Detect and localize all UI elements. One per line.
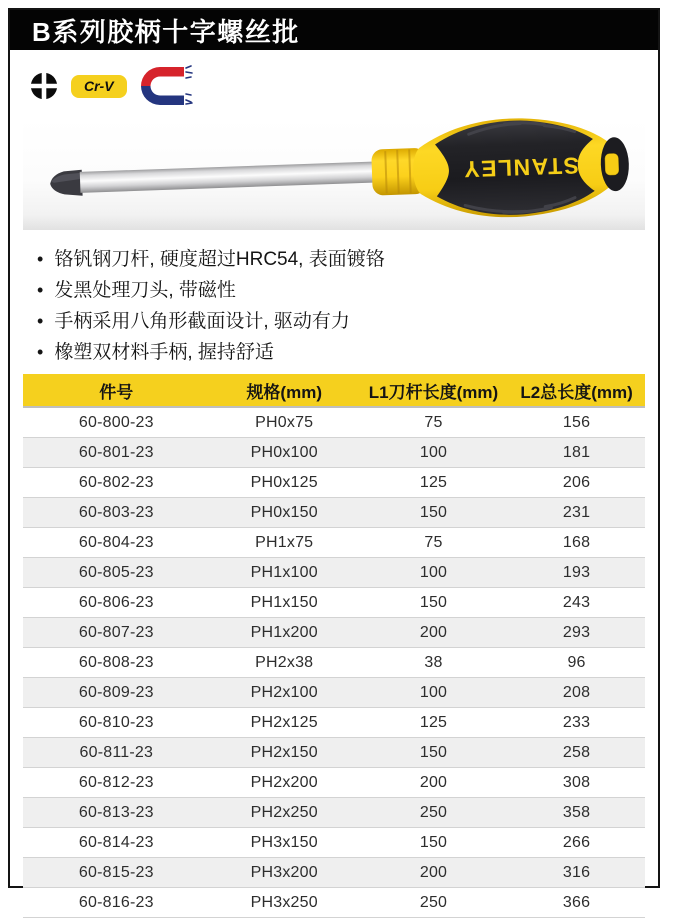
table-cell: PH2x200: [210, 768, 359, 798]
table-cell: 60-809-23: [23, 678, 210, 708]
table-cell: PH2x150: [210, 738, 359, 768]
table-cell: PH0x125: [210, 468, 359, 498]
table-cell: 100: [359, 678, 508, 708]
table-cell: 150: [359, 588, 508, 618]
table-row: [23, 438, 645, 468]
table-cell: PH0x100: [210, 438, 359, 468]
table-cell: 60-801-23: [23, 438, 210, 468]
table-row: [23, 888, 645, 918]
product-photo: [23, 118, 645, 230]
table-cell: PH2x100: [210, 678, 359, 708]
feature-list: [10, 244, 658, 368]
feature-item: [37, 244, 658, 275]
table-row: [23, 738, 645, 768]
table-row: [23, 588, 645, 618]
table-cell: PH1x75: [210, 528, 359, 558]
table-cell: PH1x200: [210, 618, 359, 648]
table-cell: 96: [508, 648, 645, 678]
spec-table-head: [23, 374, 645, 407]
table-cell: 100: [359, 558, 508, 588]
table-cell: 316: [508, 858, 645, 888]
table-cell: 206: [508, 468, 645, 498]
table-cell: 150: [359, 498, 508, 528]
table-cell: 60-806-23: [23, 588, 210, 618]
table-row: [23, 498, 645, 528]
table-cell: 125: [359, 708, 508, 738]
feature-text: 铬钒钢刀杆, 硬度超过HRC54, 表面镀铬: [54, 249, 385, 270]
table-row: [23, 528, 645, 558]
bullet-icon: •: [37, 249, 44, 269]
column-header: 规格(mm): [210, 374, 359, 407]
table-cell: 60-813-23: [23, 798, 210, 828]
table-cell: 60-804-23: [23, 528, 210, 558]
crv-badge: Cr-V: [71, 75, 127, 98]
table-cell: PH3x250: [210, 888, 359, 918]
table-cell: 38: [359, 648, 508, 678]
badge-row: [10, 50, 658, 108]
table-cell: 366: [508, 888, 645, 918]
table-cell: PH1x100: [210, 558, 359, 588]
table-cell: 266: [508, 828, 645, 858]
feature-item: [37, 306, 658, 337]
table-cell: 308: [508, 768, 645, 798]
table-cell: 156: [508, 407, 645, 438]
table-cell: PH2x38: [210, 648, 359, 678]
table-cell: 100: [359, 438, 508, 468]
table-cell: 60-815-23: [23, 858, 210, 888]
column-header: 件号: [23, 374, 210, 407]
table-cell: 231: [508, 498, 645, 528]
page-title-bar: [10, 10, 658, 50]
feature-text: 发黑处理刀头, 带磁性: [54, 280, 236, 301]
brand-text: STANLEY: [462, 152, 580, 183]
table-cell: 233: [508, 708, 645, 738]
table-cell: 75: [359, 407, 508, 438]
table-cell: PH3x200: [210, 858, 359, 888]
table-cell: 60-800-23: [23, 407, 210, 438]
table-cell: 60-812-23: [23, 768, 210, 798]
table-cell: 60-808-23: [23, 648, 210, 678]
table-cell: 75: [359, 528, 508, 558]
table-cell: PH2x250: [210, 798, 359, 828]
table-cell: PH0x75: [210, 407, 359, 438]
table-cell: 60-810-23: [23, 708, 210, 738]
table-cell: 243: [508, 588, 645, 618]
table-cell: 150: [359, 738, 508, 768]
table-cell: PH1x150: [210, 588, 359, 618]
table-row: [23, 468, 645, 498]
table-row: [23, 678, 645, 708]
hang-hole: [604, 153, 619, 175]
table-cell: 250: [359, 798, 508, 828]
table-cell: 60-805-23: [23, 558, 210, 588]
column-header: L2总长度(mm): [508, 374, 645, 407]
spec-table: [23, 374, 645, 918]
spec-table-header-row: [23, 374, 645, 407]
table-cell: 60-802-23: [23, 468, 210, 498]
table-cell: 208: [508, 678, 645, 708]
page-title: B系列胶柄十字螺丝批: [32, 16, 300, 47]
table-cell: 181: [508, 438, 645, 468]
feature-text: 橡塑双材料手柄, 握持舒适: [54, 342, 274, 363]
bullet-icon: •: [37, 280, 44, 300]
table-cell: 60-814-23: [23, 828, 210, 858]
feature-text: 手柄采用八角形截面设计, 驱动有力: [54, 311, 350, 332]
table-cell: 250: [359, 888, 508, 918]
screwdriver-image: [32, 107, 636, 242]
phillips-head-icon: [30, 72, 58, 100]
table-cell: 193: [508, 558, 645, 588]
table-cell: 60-803-23: [23, 498, 210, 528]
table-cell: 168: [508, 528, 645, 558]
table-cell: 60-811-23: [23, 738, 210, 768]
table-cell: 125: [359, 468, 508, 498]
table-cell: 200: [359, 768, 508, 798]
table-row: [23, 828, 645, 858]
table-row: [23, 407, 645, 438]
table-cell: 258: [508, 738, 645, 768]
bullet-icon: •: [37, 311, 44, 331]
table-row: [23, 798, 645, 828]
table-cell: 60-816-23: [23, 888, 210, 918]
table-cell: 200: [359, 618, 508, 648]
table-cell: 293: [508, 618, 645, 648]
table-row: [23, 708, 645, 738]
table-row: [23, 648, 645, 678]
table-cell: PH2x125: [210, 708, 359, 738]
table-cell: 200: [359, 858, 508, 888]
table-cell: 150: [359, 828, 508, 858]
table-row: [23, 618, 645, 648]
spec-table-body: [23, 407, 645, 918]
table-cell: PH0x150: [210, 498, 359, 528]
catalog-page: [8, 8, 660, 911]
column-header: L1刀杆长度(mm): [359, 374, 508, 407]
table-cell: 358: [508, 798, 645, 828]
driver-shaft: [80, 162, 377, 193]
magnet-icon: [140, 64, 197, 108]
table-row: [23, 768, 645, 798]
table-row: [23, 558, 645, 588]
bullet-icon: •: [37, 342, 44, 362]
table-row: [23, 858, 645, 888]
table-cell: 60-807-23: [23, 618, 210, 648]
feature-item: [37, 337, 658, 368]
feature-item: [37, 275, 658, 306]
table-cell: PH3x150: [210, 828, 359, 858]
